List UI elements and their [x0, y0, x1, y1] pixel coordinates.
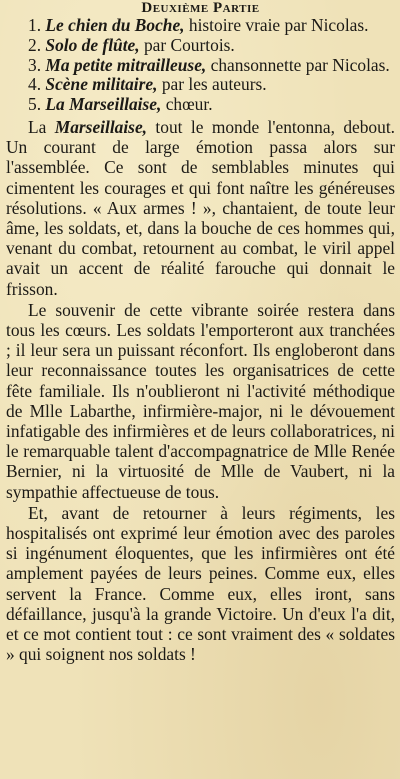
program-item — [6, 75, 395, 95]
program-item-credit: chœur. — [161, 94, 213, 115]
section-heading: Deuxième Partie — [141, 0, 260, 16]
program-item — [6, 56, 395, 76]
program-list — [6, 16, 395, 115]
program-item-number: 2. — [28, 34, 42, 55]
program-item — [6, 95, 395, 115]
program-item — [6, 16, 395, 36]
program-item-title: La Marseillaise, — [45, 94, 162, 115]
paragraph-text: La — [28, 116, 55, 137]
program-item-number: 4. — [28, 74, 42, 95]
program-item-credit: histoire vraie par Nicolas. — [184, 15, 369, 35]
paragraph-conclusion: Et, avant de retourner à leurs régiments, les hospitalisés ont exprimé leur émotion avec des paroles si ingénument éloquentes, que les infirmières ont été amplement payées de leurs peines. Comme eux, elles servent la France. Comme eux, elles iront, sans défaillance, jusqu'à la grande Victoire. Un d'eux l'a dit, et ce mot contient tout : ce sont vraiment des « soldates » qui soignent nos soldats ! — [6, 502, 395, 665]
program-item — [6, 36, 395, 56]
program-item-title: Solo de flûte, — [45, 34, 140, 55]
program-item-credit: par les auteurs. — [157, 74, 267, 95]
paragraph-souvenir: Le souvenir de cette vibrante soirée restera dans tous les cœurs. Les soldats l'emporteront aux tranchées ; il leur sera un puissant réconfort. Ils engloberont dans leur reconnaissance toutes les organisatrices de cette fête familiale. Ils n'oublieront ni l'activité méthodique de Mlle Labarthe, infirmière-major, ni le dévouement infatigable des infirmières et de leurs collaboratrices, ni le remarquable talent d'accompagnatrice de Mlle Renée Bernier, ni la virtuosité de Mlle de Vaubert, ni la sympathie affectueuse de tous. — [6, 299, 395, 502]
program-item-number: 3. — [28, 54, 42, 75]
paragraph-marseillaise — [6, 117, 395, 299]
program-item-title: Ma petite mitrailleuse, — [45, 54, 207, 75]
program-item-credit: chansonnette par Nicolas. — [206, 54, 390, 75]
paragraph-text: tout le monde l'entonna, debout. Un courant de large émotion passa alors sur l'assemblée. Ce sont de semblables minutes qui cimentent les courages et qui font naître les généreuses résolutions. « Aux armes ! », chantaient, de toute leur âme, les soldats, et, dans la bouche de ces hommes qui, venant du combat, retournent au combat, le viril appel avait un accent de réalité farouche qui donnait le frisson. — [6, 116, 395, 299]
program-item-credit: par Courtois. — [139, 34, 235, 55]
program-item-title: Le chien du Boche, — [45, 15, 185, 35]
program-item-number: 1. — [28, 15, 42, 35]
program-item-title: Scène militaire, — [45, 74, 158, 95]
song-title: Marseillaise, — [54, 116, 148, 137]
program-item-number: 5. — [28, 94, 42, 115]
